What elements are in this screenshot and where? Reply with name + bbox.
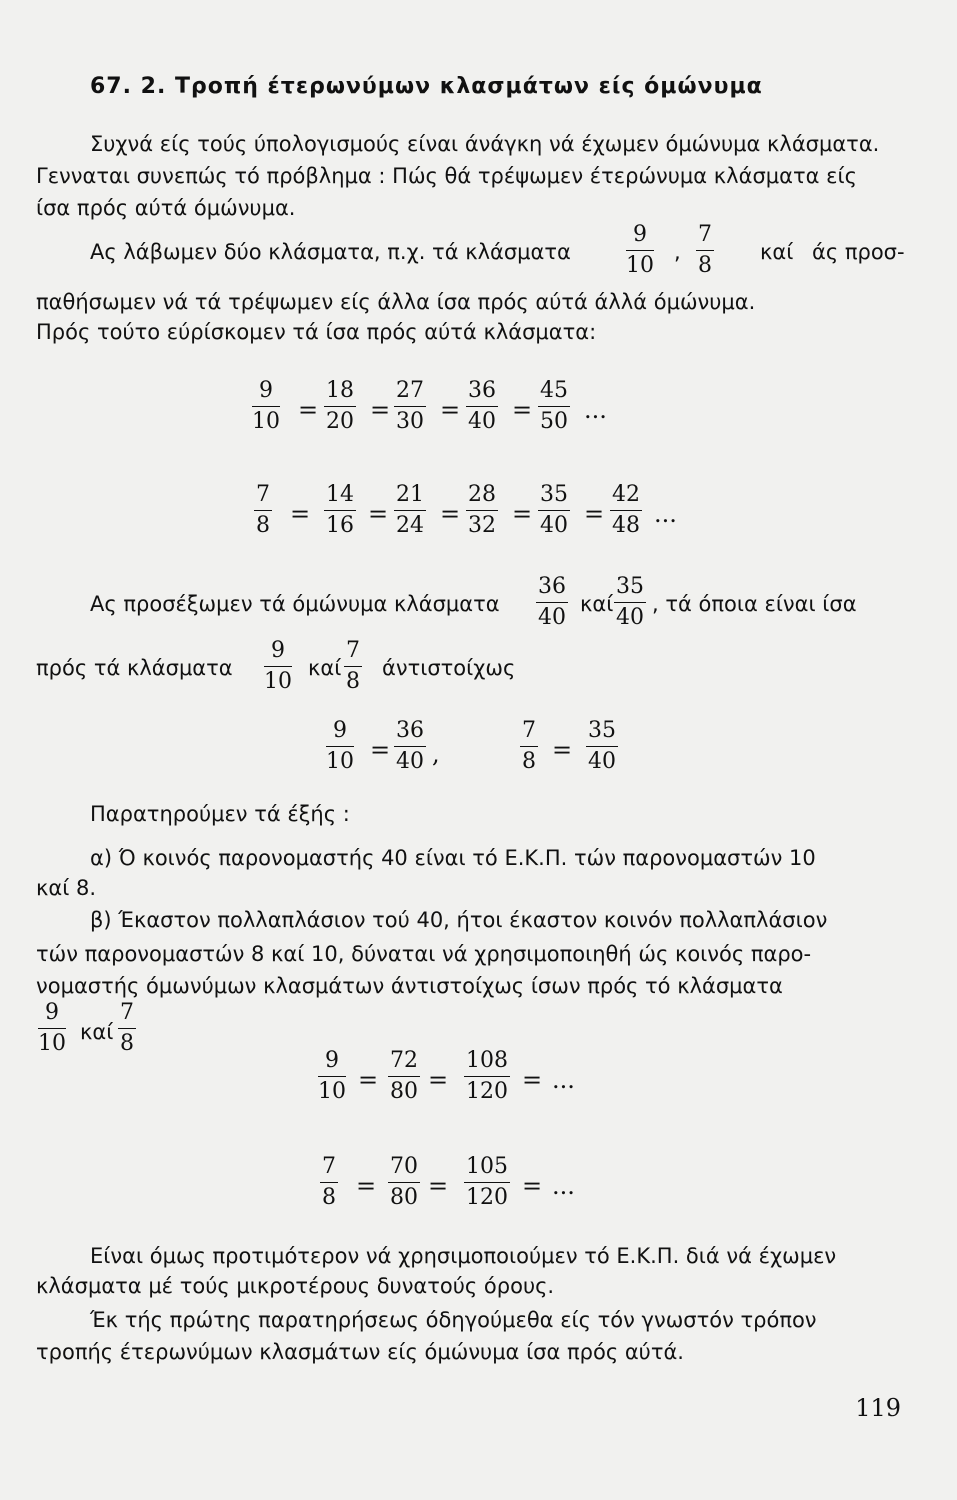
denominator: 10 — [318, 1079, 346, 1104]
numerator: 70 — [388, 1156, 420, 1183]
numerator: 18 — [324, 380, 356, 407]
numerator: 9 — [252, 380, 280, 407]
denominator: 40 — [468, 409, 496, 434]
equals-sign: = — [428, 1172, 449, 1200]
numerator: 7 — [520, 720, 538, 747]
denominator: 120 — [466, 1079, 508, 1104]
conjunction-kai: καί — [580, 592, 614, 616]
numerator: 21 — [394, 484, 426, 511]
row3-fraction-3 — [464, 1050, 510, 1103]
numerator: 42 — [610, 484, 642, 511]
numerator: 35 — [586, 720, 618, 747]
equals-sign: = — [584, 500, 605, 528]
equals-sign: = — [290, 500, 311, 528]
paragraph-2-line-3: Πρός τούτο εύρίσκομεν τά ίσα πρός αύτά κλάσματα: — [36, 320, 597, 344]
denominator: 50 — [540, 409, 568, 434]
paragraph-2-start: Ας λάβωμεν δύο κλάσματα, π.χ. τά κλάσματα — [90, 240, 571, 264]
fraction-9-10-ref — [264, 640, 292, 693]
continuation-dots: ... — [552, 1172, 575, 1200]
denominator: 8 — [256, 513, 270, 538]
denominator: 8 — [698, 253, 712, 278]
denominator: 10 — [38, 1031, 66, 1056]
observation-beta-line-3: νομαστής όμωνύμων κλασμάτων άντιστοίχως ίσων πρός τό κλάσματα — [36, 974, 783, 998]
paragraph-3-line-2-end: άντιστοίχως — [382, 656, 516, 680]
fraction-separator: , — [674, 240, 681, 264]
numerator: 28 — [466, 484, 498, 511]
denominator: 10 — [326, 749, 354, 774]
denominator: 40 — [538, 605, 566, 630]
conjunction-kai: καί — [80, 1020, 114, 1044]
beta-fraction-7-8 — [118, 1002, 136, 1055]
fraction-7-8 — [696, 224, 714, 277]
denominator: 8 — [346, 669, 360, 694]
row2-fraction-5 — [538, 484, 570, 537]
denominator: 80 — [390, 1079, 418, 1104]
paragraph-1-line-3: ίσα πρός αύτά όμώνυμα. — [36, 196, 296, 220]
numerator: 45 — [538, 380, 570, 407]
paragraph-1-line-1: Συχνά είς τούς ύπολογισμούς είναι άνάγκη νά έχωμεν όμώνυμα κλάσματα. — [90, 132, 880, 156]
numerator: 36 — [536, 576, 568, 603]
numerator: 9 — [326, 720, 354, 747]
denominator: 40 — [396, 749, 424, 774]
numerator: 7 — [696, 224, 714, 251]
paragraph-3-end: , τά όποια είναι ίσα — [652, 592, 857, 616]
observation-alpha-line-1: α) Ό κοινός παρονομαστής 40 είναι τό Ε.Κ.Π. τών παρονομαστών 10 — [90, 846, 816, 870]
fraction-36-40 — [536, 576, 568, 629]
numerator: 108 — [464, 1050, 510, 1077]
row2-fraction-4 — [466, 484, 498, 537]
row2-fraction-6 — [610, 484, 642, 537]
row2-fraction-2 — [324, 484, 356, 537]
row3-fraction-2 — [388, 1050, 420, 1103]
row2-fraction-1 — [254, 484, 272, 537]
paragraph-5-line-1: Έκ τής πρώτης παρατηρήσεως όδηγούμεθα είς τόν γνωστόν τρόπον — [90, 1308, 817, 1332]
row1-fraction-4 — [466, 380, 498, 433]
paragraph-5-line-2: τροπής έτερωνύμων κλασμάτων είς όμώνυμα ίσα πρός αύτά. — [36, 1340, 684, 1364]
numerator: 27 — [394, 380, 426, 407]
numerator: 35 — [614, 576, 646, 603]
paragraph-4-line-1: Είναι όμως προτιμότερον νά χρησιμοποιούμεν τό Ε.Κ.Π. διά νά έχωμεν — [90, 1244, 837, 1268]
numerator: 36 — [466, 380, 498, 407]
denominator: 48 — [612, 513, 640, 538]
denominator: 40 — [540, 513, 568, 538]
numerator: 35 — [538, 484, 570, 511]
paragraph-2-line-2: παθήσωμεν νά τά τρέψωμεν είς άλλα ίσα πρός αύτά άλλά όμώνυμα. — [36, 290, 756, 314]
page-number: 119 — [855, 1394, 901, 1422]
equals-sign: = — [428, 1066, 449, 1094]
numerator: 105 — [464, 1156, 510, 1183]
equals-sign: = — [512, 500, 533, 528]
denominator: 32 — [468, 513, 496, 538]
conjunction-kai: καί — [760, 240, 794, 264]
equals-sign: = — [356, 1172, 377, 1200]
continuation-dots: ... — [584, 396, 607, 424]
numerator: 9 — [264, 640, 292, 667]
equals-sign: = — [370, 396, 391, 424]
row1-fraction-1 — [252, 380, 280, 433]
numerator: 9 — [318, 1050, 346, 1077]
numerator: 9 — [626, 224, 654, 251]
equals-sign: = — [370, 736, 391, 764]
paragraph-2-end: άς προσ- — [812, 240, 905, 264]
numerator: 7 — [118, 1002, 136, 1029]
denominator: 10 — [252, 409, 280, 434]
observation-beta-line-1: β) Έκαστον πολλαπλάσιον τού 40, ήτοι έκαστον κοινόν πολλαπλάσιον — [90, 908, 828, 932]
eq-fraction-35-40 — [586, 720, 618, 773]
continuation-dots: ... — [654, 500, 677, 528]
observation-alpha-line-2: καί 8. — [36, 876, 97, 900]
eq-fraction-9-10 — [326, 720, 354, 773]
denominator: 16 — [326, 513, 354, 538]
paragraph-3-start: Ας προσέξωμεν τά όμώνυμα κλάσματα — [90, 592, 500, 616]
conjunction-kai: καί — [308, 656, 342, 680]
eq-fraction-36-40 — [394, 720, 426, 773]
observation-beta-line-2: τών παρονομαστών 8 καί 10, δύναται νά χρησιμοποιηθή ώς κοινός παρο- — [36, 942, 812, 966]
row1-fraction-5 — [538, 380, 570, 433]
equals-sign: = — [512, 396, 533, 424]
denominator: 10 — [626, 253, 654, 278]
denominator: 24 — [396, 513, 424, 538]
denominator: 40 — [616, 605, 644, 630]
denominator: 120 — [466, 1185, 508, 1210]
numerator: 7 — [320, 1156, 338, 1183]
denominator: 80 — [390, 1185, 418, 1210]
numerator: 14 — [324, 484, 356, 511]
denominator: 20 — [326, 409, 354, 434]
row4-fraction-2 — [388, 1156, 420, 1209]
denominator: 10 — [264, 669, 292, 694]
equals-sign: = — [298, 396, 319, 424]
denominator: 8 — [522, 749, 536, 774]
equals-sign: = — [440, 500, 461, 528]
paragraph-1-line-2: Γενναται συνεπώς τό πρόβλημα : Πώς θά τρέψωμεν έτερώνυμα κλάσματα είς — [36, 164, 857, 188]
fraction-7-8-ref — [344, 640, 362, 693]
observations-heading: Παρατηρούμεν τά έξής : — [90, 802, 350, 826]
numerator: 9 — [38, 1002, 66, 1029]
beta-fraction-9-10 — [38, 1002, 66, 1055]
numerator: 72 — [388, 1050, 420, 1077]
fraction-35-40 — [614, 576, 646, 629]
denominator: 40 — [588, 749, 616, 774]
numerator: 7 — [344, 640, 362, 667]
paragraph-3-line-2-start: πρός τά κλάσματα — [36, 656, 233, 680]
denominator: 8 — [120, 1031, 134, 1056]
numerator: 36 — [394, 720, 426, 747]
row2-fraction-3 — [394, 484, 426, 537]
paragraph-4-line-2: κλάσματα μέ τούς μικροτέρους δυνατούς όρους. — [36, 1274, 555, 1298]
equals-sign: = — [358, 1066, 379, 1094]
row4-fraction-3 — [464, 1156, 510, 1209]
equals-sign: = — [368, 500, 389, 528]
row1-fraction-3 — [394, 380, 426, 433]
equals-sign: = — [552, 736, 573, 764]
equals-sign: = — [440, 396, 461, 424]
eq-fraction-7-8 — [520, 720, 538, 773]
equals-sign: = — [522, 1172, 543, 1200]
numerator: 7 — [254, 484, 272, 511]
comma: , — [432, 740, 440, 768]
equals-sign: = — [522, 1066, 543, 1094]
row4-fraction-1 — [320, 1156, 338, 1209]
denominator: 8 — [322, 1185, 336, 1210]
continuation-dots: ... — [552, 1066, 575, 1094]
denominator: 30 — [396, 409, 424, 434]
fraction-9-10 — [626, 224, 654, 277]
section-heading: 67. 2. Τροπή έτερωνύμων κλασμάτων είς όμώνυμα — [90, 74, 763, 99]
row3-fraction-1 — [318, 1050, 346, 1103]
row1-fraction-2 — [324, 380, 356, 433]
